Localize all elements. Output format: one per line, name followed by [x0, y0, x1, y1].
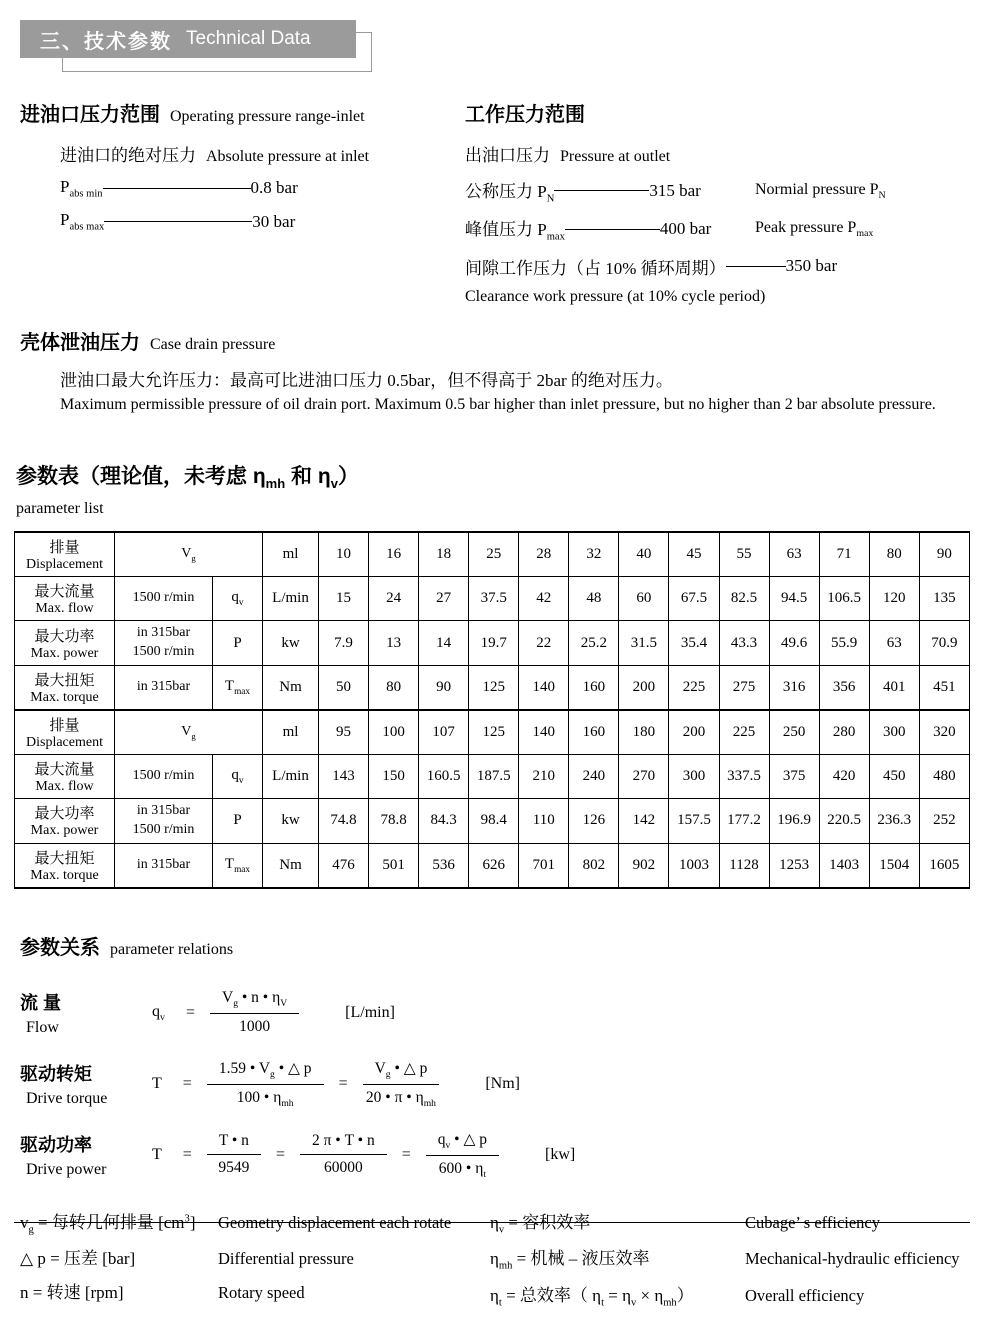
leader-line [103, 188, 251, 189]
cell-value: 7.9 [319, 621, 369, 666]
cell-value: 220.5 [819, 799, 869, 844]
cell-value: 80 [869, 532, 919, 577]
row-symbol: P [213, 621, 263, 666]
cell-value: 626 [469, 843, 519, 888]
cell-value: 100 [369, 710, 419, 755]
fraction-numerator: T • n [207, 1132, 261, 1155]
relations-title-zh: 参数关系 [20, 936, 100, 959]
cell-value: 252 [919, 799, 969, 844]
equals-sign: = [338, 1074, 348, 1092]
legend-description: Overall efficiency [745, 1285, 865, 1305]
cell-value: 140 [519, 710, 569, 755]
cell-value: 140 [519, 666, 569, 711]
cell-value: 55.9 [819, 621, 869, 666]
cell-value: 126 [569, 799, 619, 844]
equals-sign: = [275, 1145, 285, 1163]
cell-value: 280 [819, 710, 869, 755]
outlet-subtitle-zh: 出油口压力 [465, 146, 550, 165]
cell-value: 80 [369, 666, 419, 711]
row-unit: kw [263, 621, 319, 666]
cell-value: 125 [469, 666, 519, 711]
cell-value: 18 [419, 532, 469, 577]
legend-item [490, 1281, 980, 1308]
row-label: 最大流量 Max. flow [15, 755, 115, 799]
legend-right-column [470, 1208, 980, 1317]
inlet-title-en: Operating pressure range-inlet [170, 108, 365, 125]
row-condition: in 315bar [115, 843, 213, 888]
cell-value: 320 [919, 710, 969, 755]
leader-line [104, 221, 252, 222]
cell-value: 300 [869, 710, 919, 755]
cell-value: 300 [669, 755, 719, 799]
cell-value: 337.5 [719, 755, 769, 799]
pressure-value: 30 bar [252, 211, 296, 231]
cell-value: 37.5 [469, 577, 519, 621]
pressure-value: 0.8 bar [250, 178, 298, 198]
cell-value: 63 [769, 532, 819, 577]
legend-description: Rotary speed [218, 1283, 305, 1303]
cell-value: 160 [569, 666, 619, 711]
legend-item [20, 1244, 470, 1269]
inlet-subtitle [60, 141, 465, 166]
inlet-pressure-section [20, 98, 465, 306]
cell-value: 67.5 [669, 577, 719, 621]
cell-value: 42 [519, 577, 569, 621]
table-row [15, 755, 970, 799]
formula-label-en: Flow [26, 1018, 59, 1036]
cell-value: 225 [669, 666, 719, 711]
cell-value: 1253 [769, 843, 819, 888]
fraction-denominator: 600 • $\eta_t$ [438, 1159, 486, 1180]
equals-sign: = [182, 1074, 192, 1092]
row-unit: kw [263, 799, 319, 844]
cell-value: 480 [919, 755, 969, 799]
row-unit: L/min [263, 577, 319, 621]
formula-unit: [kw] [545, 1145, 576, 1163]
formula-label-zh: 驱动转矩 [20, 1063, 92, 1084]
fraction-denominator: 60000 [323, 1159, 363, 1177]
cell-value: 28 [519, 532, 569, 577]
formula-row [20, 1055, 980, 1113]
cell-value: 107 [419, 710, 469, 755]
formula-fraction [207, 1059, 324, 1109]
row-unit: L/min [263, 755, 319, 799]
cell-value: 236.3 [869, 799, 919, 844]
outlet-subtitle [465, 141, 980, 166]
formula-label-zh: 流 量 [20, 992, 62, 1013]
parameter-table [14, 531, 970, 889]
pressure-note-en: Normial pressure $P_N$ [755, 180, 886, 201]
cell-value: 160 [569, 710, 619, 755]
row-condition: $V_g$ [115, 532, 263, 577]
leader-line [726, 266, 786, 267]
cell-value: 1403 [819, 843, 869, 888]
cell-value: 60 [619, 577, 669, 621]
case-drain-section [20, 326, 980, 418]
cell-value: 25.2 [569, 621, 619, 666]
cell-value: 31.5 [619, 621, 669, 666]
cell-value: 150 [369, 755, 419, 799]
formula-label [20, 1131, 152, 1179]
pressure-label: 峰值压力 $P_{max}$ [465, 220, 565, 243]
cell-value: 536 [419, 843, 469, 888]
fraction-numerator: $V_g$ • △ p [363, 1059, 440, 1085]
cell-value: 210 [519, 755, 569, 799]
formula-fraction [207, 1132, 261, 1177]
row-condition: in 315bar 1500 r/min [115, 799, 213, 844]
banner-title-en: Technical Data [186, 28, 311, 49]
legend-term: $\eta_t$ = 总效率（ $\eta_t = \eta_v \times \eta_{mh}$） [490, 1285, 694, 1308]
fraction-numerator: $V_g$ • n • $\eta_V$ [210, 989, 299, 1014]
cell-value: 71 [819, 532, 869, 577]
legend-term: n = 转速 [rpm] [20, 1283, 124, 1303]
peak-pressure-row [465, 215, 980, 242]
formula-lhs: T [152, 1074, 162, 1092]
cell-value: 13 [369, 621, 419, 666]
cell-value: 450 [869, 755, 919, 799]
cell-value: 225 [719, 710, 769, 755]
row-label: 最大流量 Max. flow [15, 577, 115, 621]
cell-value: 27 [419, 577, 469, 621]
bottom-divider [14, 1222, 970, 1223]
inlet-subtitle-zh: 进油口的绝对压力 [60, 146, 196, 165]
cell-value: 45 [669, 532, 719, 577]
parameter-table-title-zh: 参数表（理论值，未考虑 $\eta_{mh}$ 和 $\eta_v$） [16, 465, 359, 492]
cell-value: 43.3 [719, 621, 769, 666]
fraction-numerator: 1.59 • $V_g$ • △ p [207, 1059, 324, 1085]
case-drain-text-en: Maximum permissible pressure of oil drain port. Maximum 0.5 bar higher than inlet pressure, but no higher than 2 bar absolute pressure. [60, 396, 936, 414]
row-symbol: $T_{max}$ [213, 843, 263, 888]
fraction-denominator: 9549 [218, 1159, 250, 1177]
cell-value: 35.4 [669, 621, 719, 666]
cell-value: 135 [919, 577, 969, 621]
cell-value: 95 [319, 710, 369, 755]
table-row [15, 799, 970, 844]
legend-section [20, 1208, 980, 1317]
parameter-table-heading [16, 460, 1000, 518]
formula-unit: [Nm] [485, 1074, 520, 1092]
fraction-denominator: 100 • $\eta_{mh}$ [236, 1088, 294, 1109]
cell-value: 19.7 [469, 621, 519, 666]
cell-value: 1605 [919, 843, 969, 888]
cell-value: 476 [319, 843, 369, 888]
cell-value: 15 [319, 577, 369, 621]
formula-label-en: Drive torque [26, 1089, 108, 1107]
cell-value: 420 [819, 755, 869, 799]
inlet-section-title [20, 98, 465, 127]
pressure-symbol: $P_{abs min}$ [60, 177, 103, 200]
cell-value: 40 [619, 532, 669, 577]
legend-description: Mechanical-hydraulic efficiency [745, 1249, 960, 1269]
table-row [15, 666, 970, 711]
row-condition: $V_g$ [115, 710, 263, 755]
working-pressure-section [465, 98, 980, 306]
inlet-subtitle-en: Absolute pressure at inlet [206, 148, 370, 165]
cell-value: 106.5 [819, 577, 869, 621]
cell-value: 501 [369, 843, 419, 888]
pressure-value: 400 bar [659, 219, 712, 239]
row-unit: ml [263, 710, 319, 755]
legend-description: Geometry displacement each rotate [218, 1212, 452, 1232]
parameter-relations-section [20, 931, 980, 1184]
formula-expression [152, 1059, 520, 1109]
case-drain-body [60, 368, 980, 418]
leader-line [554, 190, 649, 191]
relations-title-en: parameter relations [110, 940, 234, 958]
section-header [20, 20, 400, 74]
fraction-denominator: 1000 [239, 1018, 271, 1036]
fraction-denominator: 20 • π • $\eta_{mh}$ [365, 1088, 436, 1109]
row-label: 排量 Displacement [15, 532, 115, 577]
cell-value: 94.5 [769, 577, 819, 621]
leader-line [565, 229, 660, 230]
cell-value: 48 [569, 577, 619, 621]
row-symbol: $q_v$ [213, 755, 263, 799]
legend-item [490, 1244, 980, 1271]
row-condition: in 315bar 1500 r/min [115, 621, 213, 666]
clearance-pressure-note-en: Clearance work pressure (at 10% cycle period) [465, 287, 766, 305]
pressure-label: 间隙工作压力（占 10% 循环周期） [465, 258, 726, 278]
cell-value: 160.5 [419, 755, 469, 799]
case-drain-text-zh: 泄油口最大允许压力：最高可比进油口压力 0.5bar，但不得高于 2bar 的绝对压力。 [60, 370, 673, 390]
cell-value: 1504 [869, 843, 919, 888]
cell-value: 275 [719, 666, 769, 711]
cell-value: 25 [469, 532, 519, 577]
parameter-table-title-en: parameter list [16, 500, 104, 518]
row-label: 最大扭矩 Max. torque [15, 666, 115, 711]
inlet-title-zh: 进油口压力范围 [20, 104, 160, 126]
banner-title-zh: 三、技术参数 [40, 30, 172, 53]
formula-expression [152, 989, 395, 1036]
cell-value: 125 [469, 710, 519, 755]
cell-value: 316 [769, 666, 819, 711]
formula-label-zh: 驱动功率 [20, 1134, 92, 1155]
cell-value: 24 [369, 577, 419, 621]
table-row [15, 621, 970, 666]
cell-value: 16 [369, 532, 419, 577]
formula-unit: [L/min] [345, 1003, 395, 1021]
parameter-table-body [15, 532, 970, 888]
cell-value: 14 [419, 621, 469, 666]
cell-value: 90 [419, 666, 469, 711]
legend-term: $\eta_v$ = 容积效率 [490, 1212, 591, 1236]
cell-value: 200 [619, 666, 669, 711]
cell-value: 401 [869, 666, 919, 711]
legend-item [20, 1278, 470, 1303]
cell-value: 90 [919, 532, 969, 577]
row-symbol: P [213, 799, 263, 844]
banner-title-box [20, 20, 356, 58]
cell-value: 142 [619, 799, 669, 844]
clearance-pressure-row [465, 254, 980, 279]
row-condition: in 315bar [115, 666, 213, 711]
cell-value: 270 [619, 755, 669, 799]
cell-value: 157.5 [669, 799, 719, 844]
cell-value: 187.5 [469, 755, 519, 799]
cell-value: 143 [319, 755, 369, 799]
cell-value: 10 [319, 532, 369, 577]
formula-lhs: T [152, 1145, 162, 1163]
working-section-title [465, 98, 980, 127]
cell-value: 120 [869, 577, 919, 621]
row-unit: Nm [263, 666, 319, 711]
cell-value: 375 [769, 755, 819, 799]
cell-value: 180 [619, 710, 669, 755]
relations-title [20, 931, 980, 960]
legend-term: $v_g$ = 每转几何排量 $[cm^3]$ [20, 1212, 196, 1236]
cell-value: 177.2 [719, 799, 769, 844]
formula-label [20, 1060, 152, 1108]
cell-value: 55 [719, 532, 769, 577]
formula-lhs: $q_v$ [152, 1002, 165, 1023]
cell-value: 240 [569, 755, 619, 799]
cell-value: 32 [569, 532, 619, 577]
working-title-zh: 工作压力范围 [465, 104, 585, 126]
cell-value: 70.9 [919, 621, 969, 666]
abs-min-pressure-row [60, 177, 465, 199]
technical-data-page [0, 20, 1000, 1308]
row-unit: Nm [263, 843, 319, 888]
row-condition: 1500 r/min [115, 755, 213, 799]
table-row [15, 532, 970, 577]
formula-list [20, 984, 980, 1184]
row-unit: ml [263, 532, 319, 577]
formula-fraction [300, 1132, 387, 1177]
formula-row [20, 984, 980, 1042]
cell-value: 63 [869, 621, 919, 666]
equals-sign: = [401, 1145, 411, 1163]
cell-value: 701 [519, 843, 569, 888]
cell-value: 451 [919, 666, 969, 711]
formula-row [20, 1126, 980, 1184]
formula-label [20, 989, 152, 1037]
formula-expression [152, 1130, 575, 1180]
cell-value: 902 [619, 843, 669, 888]
pressure-value: 350 bar [785, 256, 838, 276]
case-drain-title-zh: 壳体泄油压力 [20, 331, 140, 354]
pressure-value: 315 bar [649, 180, 701, 200]
formula-fraction [363, 1059, 440, 1109]
legend-description: Differential pressure [218, 1249, 354, 1269]
abs-max-pressure-row [60, 210, 465, 232]
cell-value: 196.9 [769, 799, 819, 844]
table-row [15, 710, 970, 755]
legend-term: △ p = 压差 [bar] [20, 1249, 136, 1269]
formula-fraction [426, 1130, 499, 1180]
pressure-sections [20, 98, 980, 306]
case-drain-title [20, 326, 980, 355]
table-row [15, 577, 970, 621]
cell-value: 50 [319, 666, 369, 711]
formula-fraction [210, 989, 299, 1036]
row-condition: 1500 r/min [115, 577, 213, 621]
cell-value: 74.8 [319, 799, 369, 844]
pressure-label: 公称压力 $P_N$ [465, 182, 555, 205]
cell-value: 110 [519, 799, 569, 844]
cell-value: 250 [769, 710, 819, 755]
legend-description: Cubage’ s efficiency [745, 1212, 880, 1232]
cell-value: 84.3 [419, 799, 469, 844]
pressure-symbol: $P_{abs max}$ [60, 210, 105, 233]
legend-left-column [20, 1208, 470, 1317]
outlet-subtitle-en: Pressure at outlet [560, 148, 671, 165]
row-symbol: $q_v$ [213, 577, 263, 621]
row-symbol: $T_{max}$ [213, 666, 263, 711]
fraction-numerator: $q_v$ • △ p [426, 1130, 499, 1156]
pressure-note-en: Peak pressure $P_{max}$ [755, 218, 874, 240]
cell-value: 200 [669, 710, 719, 755]
cell-value: 49.6 [769, 621, 819, 666]
row-label: 排量 Displacement [15, 710, 115, 755]
cell-value: 356 [819, 666, 869, 711]
row-label: 最大功率 Max. power [15, 799, 115, 844]
equals-sign: = [182, 1145, 192, 1163]
legend-term: $\eta_{mh}$ = 机械 – 液压效率 [490, 1249, 650, 1272]
cell-value: 802 [569, 843, 619, 888]
row-label: 最大扭矩 Max. torque [15, 843, 115, 888]
cell-value: 1003 [669, 843, 719, 888]
fraction-numerator: 2 π • T • n [300, 1132, 387, 1155]
cell-value: 78.8 [369, 799, 419, 844]
equals-sign: = [185, 1003, 195, 1021]
nominal-pressure-row [465, 177, 980, 204]
cell-value: 1128 [719, 843, 769, 888]
cell-value: 98.4 [469, 799, 519, 844]
case-drain-title-en: Case drain pressure [150, 335, 276, 353]
cell-value: 82.5 [719, 577, 769, 621]
cell-value: 22 [519, 621, 569, 666]
row-label: 最大功率 Max. power [15, 621, 115, 666]
formula-label-en: Drive power [26, 1160, 107, 1178]
table-row [15, 843, 970, 888]
